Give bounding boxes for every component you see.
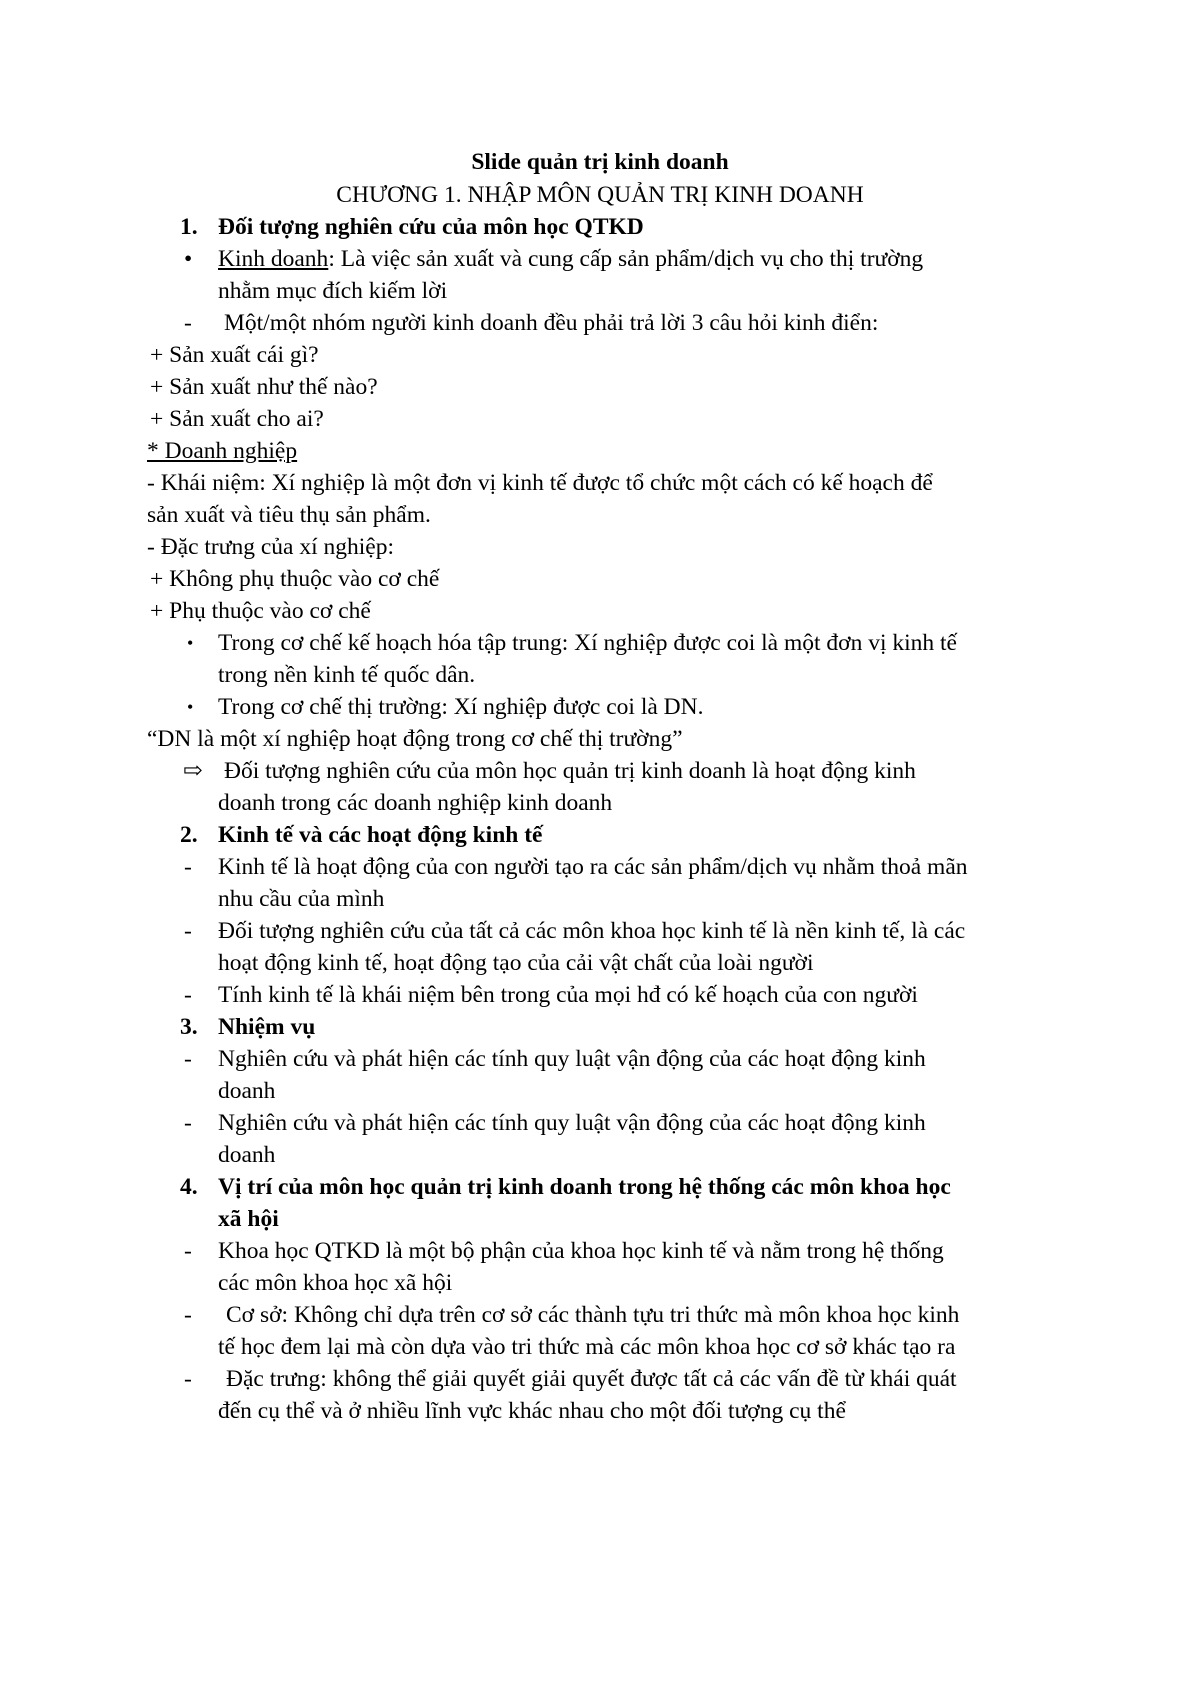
- bullet-small-dot-icon: •: [187, 697, 194, 717]
- s4-item-3-line-2: đến cụ thể và ở nhiều lĩnh vực khác nhau cho một đối tượng cụ thể: [218, 1398, 846, 1424]
- feature-2: + Phụ thuộc vào cơ chế: [150, 598, 371, 624]
- kinh-doanh-definition-cont: nhằm mục đích kiếm lời: [218, 278, 448, 304]
- s4-item-2-line-2: tế học đem lại mà còn dựa vào tri thức mà các môn khoa học cơ sở khác tạo ra: [218, 1334, 956, 1360]
- dash-marker: -: [184, 1366, 192, 1392]
- document-title: Slide quản trị kinh doanh: [471, 149, 729, 175]
- section-2-heading: Kinh tế và các hoạt động kinh tế: [218, 822, 543, 848]
- s3-item-2-line-2: doanh: [218, 1142, 276, 1168]
- question-2: + Sản xuất như thế nào?: [150, 374, 378, 400]
- dash-marker: -: [184, 310, 192, 336]
- feature-2a-line-2: trong nền kinh tế quốc dân.: [218, 662, 476, 688]
- s4-item-2-line-1: Cơ sở: Không chỉ dựa trên cơ sở các thành tựu tri thức mà môn khoa học kinh: [226, 1302, 960, 1328]
- conclusion-line-1: Đối tượng nghiên cứu của môn học quản trị kinh doanh là hoạt động kinh: [224, 758, 916, 784]
- s2-item-1-line-2: nhu cầu của mình: [218, 886, 385, 912]
- s2-item-2-line-2: hoạt động kinh tế, hoạt động tạo của cải vật chất của loài người: [218, 950, 814, 976]
- dash-marker: -: [184, 1046, 192, 1072]
- feature-2a-line-1: Trong cơ chế kế hoạch hóa tập trung: Xí nghiệp được coi là một đơn vị kinh tế: [218, 630, 957, 656]
- section-4-number: 4.: [180, 1174, 198, 1200]
- section-3-heading: Nhiệm vụ: [218, 1014, 316, 1040]
- s4-item-3-line-1: Đặc trưng: không thể giải quyết giải quyết được tất cả các vấn đề từ khái quát: [226, 1366, 957, 1392]
- s2-item-3: Tính kinh tế là khái niệm bên trong của mọi hđ có kế hoạch của con người: [218, 982, 918, 1008]
- dash-marker: -: [184, 1302, 192, 1328]
- s3-item-2-line-1: Nghiên cứu và phát hiện các tính quy luật vận động của các hoạt động kinh: [218, 1110, 926, 1136]
- question-1: + Sản xuất cái gì?: [150, 342, 319, 368]
- s4-item-1-line-1: Khoa học QTKD là một bộ phận của khoa học kinh tế và nằm trong hệ thống: [218, 1238, 944, 1264]
- quote: “DN là một xí nghiệp hoạt động trong cơ chế thị trường”: [147, 726, 683, 752]
- s2-item-1-line-1: Kinh tế là hoạt động của con người tạo ra các sản phẩm/dịch vụ nhằm thoả mãn: [218, 854, 968, 880]
- dash-marker: -: [184, 1238, 192, 1264]
- section-4-heading-line-1: Vị trí của môn học quản trị kinh doanh trong hệ thống các môn khoa học: [218, 1174, 951, 1200]
- section-3-number: 3.: [180, 1014, 198, 1040]
- question-3: + Sản xuất cho ai?: [150, 406, 324, 432]
- concept-line-1: - Khái niệm: Xí nghiệp là một đơn vị kinh tế được tổ chức một cách có kế hoạch để: [147, 470, 933, 496]
- dash-marker: -: [184, 982, 192, 1008]
- concept-line-2: sản xuất và tiêu thụ sản phẩm.: [147, 502, 431, 528]
- chapter-heading: CHƯƠNG 1. NHẬP MÔN QUẢN TRỊ KINH DOANH: [336, 182, 864, 208]
- s3-item-1-line-1: Nghiên cứu và phát hiện các tính quy luật vận động của các hoạt động kinh: [218, 1046, 926, 1072]
- kinh-doanh-def-text: : Là việc sản xuất và cung cấp sản phẩm/dịch vụ cho thị trường: [328, 246, 924, 272]
- kinh-doanh-term: Kinh doanh: [218, 246, 329, 272]
- bullet-dot-icon: •: [184, 246, 193, 272]
- section-2-number: 2.: [180, 822, 198, 848]
- dash-marker: -: [184, 854, 192, 880]
- kinh-doanh-definition: [218, 244, 923, 274]
- feature-1: + Không phụ thuộc vào cơ chế: [150, 566, 440, 592]
- dash-marker: -: [184, 918, 192, 944]
- section-1-number: 1.: [180, 214, 198, 240]
- conclusion-line-2: doanh trong các doanh nghiệp kinh doanh: [218, 790, 613, 816]
- three-questions-intro: Một/một nhóm người kinh doanh đều phải trả lời 3 câu hỏi kinh điển:: [224, 310, 879, 336]
- dash-marker: -: [184, 1110, 192, 1136]
- s2-item-2-line-1: Đối tượng nghiên cứu của tất cả các môn khoa học kinh tế là nền kinh tế, là các: [218, 918, 966, 944]
- section-4-heading-line-2: xã hội: [218, 1206, 279, 1232]
- s4-item-1-line-2: các môn khoa học xã hội: [218, 1270, 453, 1296]
- doanh-nghiep-heading: * Doanh nghiệp: [147, 438, 298, 464]
- features-heading: - Đặc trưng của xí nghiệp:: [147, 534, 395, 560]
- bullet-small-dot-icon: •: [187, 633, 194, 653]
- feature-2b: Trong cơ chế thị trường: Xí nghiệp được coi là DN.: [218, 694, 704, 720]
- section-1-heading: Đối tượng nghiên cứu của môn học QTKD: [218, 214, 644, 240]
- s3-item-1-line-2: doanh: [218, 1078, 276, 1104]
- arrow-right-icon: ⇨: [183, 758, 203, 784]
